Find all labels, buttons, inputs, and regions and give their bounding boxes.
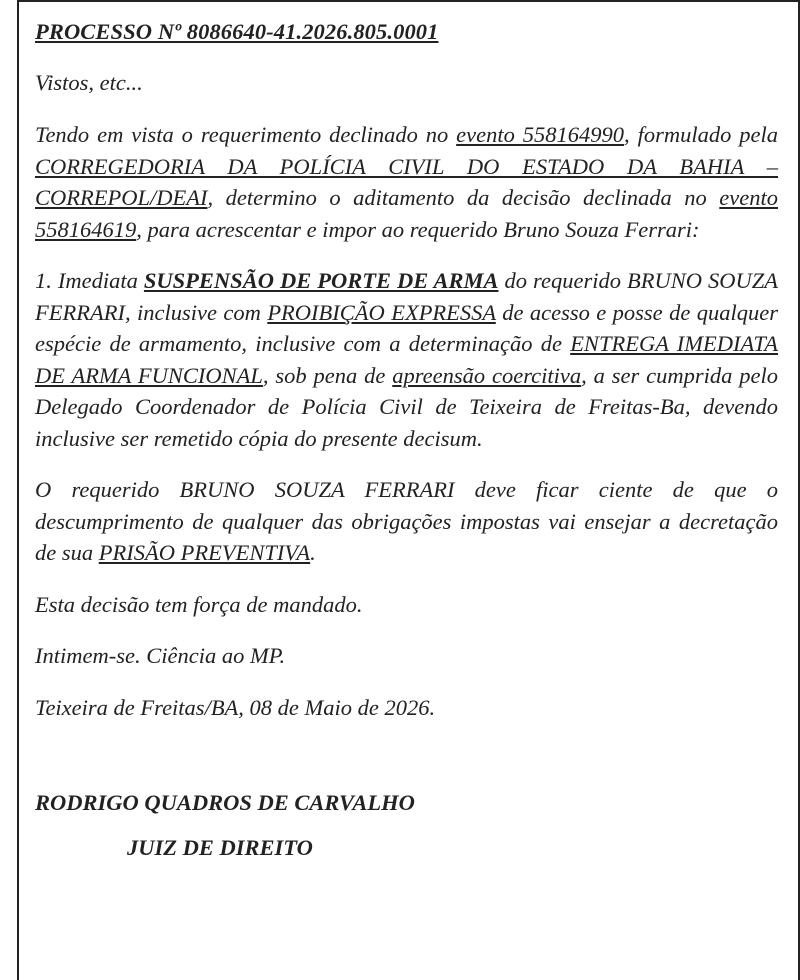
- para1-text-4: , para acrescentar e impor ao requerido Bruno Souza Ferrari:: [136, 216, 700, 242]
- express-prohibition: PROIBIÇÃO EXPRESSA: [267, 299, 496, 325]
- document-body: [35, 16, 778, 863]
- para3-text-1: O requerido BRUNO SOUZA FERRARI deve ficar ciente de que o descumprimento de qualquer das obrigações impostas vai ensejar a decretação de sua: [35, 477, 778, 565]
- paragraph-warning: [35, 474, 778, 569]
- weapon-surrender: ENTREGA IMEDIATA DE ARMA FUNCIONAL: [35, 331, 778, 388]
- para1-text-3: , determino o aditamento da decisão declinada no: [207, 185, 720, 210]
- para2-text-3: de acesso e posse de qualquer espécie de armamento, inclusive com a determinação de: [35, 299, 778, 356]
- para2-text-5: , a ser cumprida pelo Delegado Coordenador de Polícia Civil de Teixeira de Freitas-Ba, devendo inclusive ser remetido cópia do presente decisum.: [35, 362, 779, 451]
- date-line: Teixeira de Freitas/BA, 08 de Maio de 2026.: [35, 694, 436, 720]
- weapon-suspension: SUSPENSÃO DE PORTE DE ARMA: [143, 268, 499, 293]
- para2-text-1: 1. Imediata: [35, 268, 144, 293]
- para2-text-2: do requerido BRUNO SOUZA FERRARI, inclusive com: [35, 268, 778, 325]
- para3-text-2: .: [310, 540, 316, 565]
- signer-name: RODRIGO QUADROS DE CARVALHO: [35, 790, 415, 815]
- signer-role: JUIZ DE DIREITO: [127, 834, 313, 860]
- para2-text-4: , sob pena de: [262, 362, 393, 388]
- paragraph-mandate: Esta decisão tem força de mandado.: [35, 591, 363, 617]
- court-decision-document: [17, 0, 800, 980]
- preventive-arrest: PRISÃO PREVENTIVA: [98, 540, 311, 565]
- paragraph-notice: Intimem-se. Ciência ao MP.: [35, 643, 286, 668]
- paragraph-request: [35, 119, 778, 245]
- requesting-agency: CORREGEDORIA DA POLÍCIA CIVIL DO ESTADO DA BAHIA – CORREPOL/DEAI: [35, 153, 778, 210]
- para1-text-1: Tendo em vista o requerimento declinado no: [35, 122, 457, 147]
- process-title: PROCESSO Nº 8086640-41.2026.805.0001: [35, 19, 439, 44]
- event-reference-1: evento 558164990: [456, 122, 625, 147]
- paragraph-order-1: [35, 265, 778, 454]
- para1-text-2: , formulado pela: [624, 122, 778, 147]
- event-reference-2: evento 558164619: [35, 185, 778, 242]
- coercive-seizure: apreensão coercitiva: [392, 362, 582, 388]
- greeting: Vistos, etc...: [35, 69, 143, 95]
